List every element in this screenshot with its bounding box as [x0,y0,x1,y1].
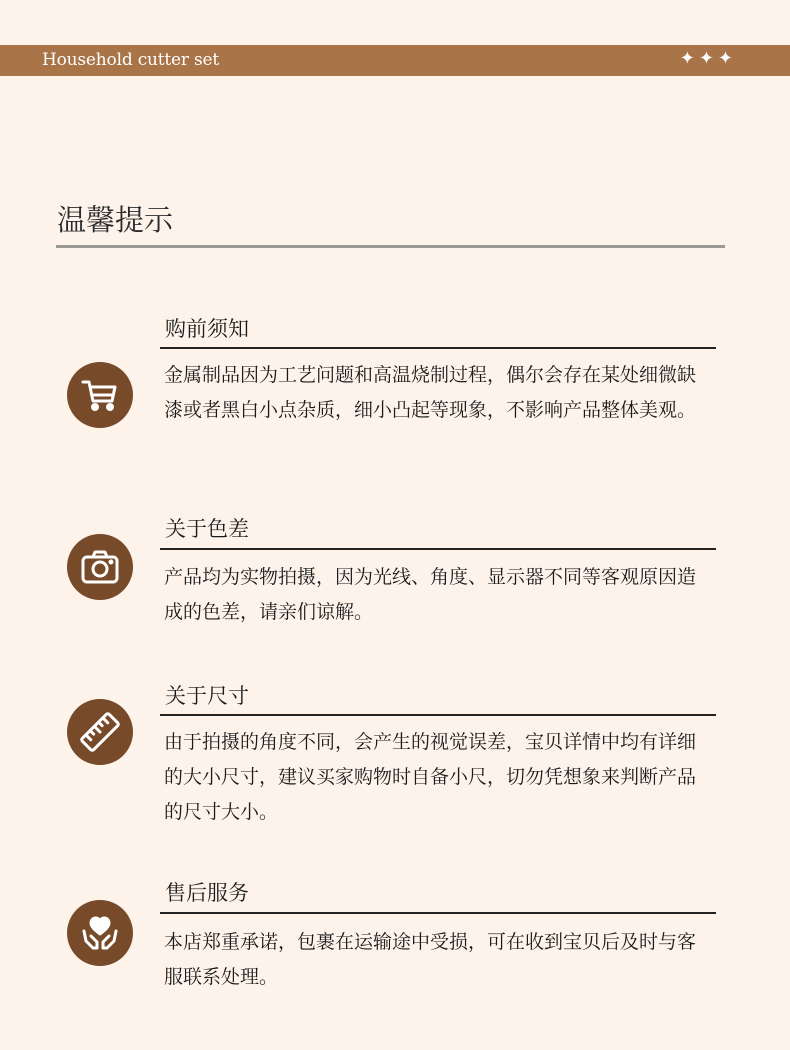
notice-body: 本店郑重承诺，包裹在运输途中受损，可在收到宝贝后及时与客服联系处理。 [164,931,697,988]
header-bar [0,45,790,76]
notice-divider [160,548,716,550]
notice-body: 金属制品因为工艺问题和高温烧制过程，偶尔会存在某处细微缺漆或者黑白小点杂质，细小凸起等现象，不影响产品整体美观。 [164,364,697,421]
notice-title: 关于色差 [165,517,249,541]
section-divider [56,245,725,248]
heart-hands-icon [67,900,133,966]
notice-divider [160,912,716,914]
camera-icon [67,534,133,600]
notice-body: 由于拍摄的角度不同，会产生的视觉误差，宝贝详情中均有详细的大小尺寸，建议买家购物时自备小尺，切勿凭想象来判断产品的尺寸大小。 [164,731,697,823]
sparkle-stars-icon: ✦✦✦ [679,48,737,69]
ruler-icon [67,699,133,765]
brand-title: Household cutter set [42,50,220,70]
section-title: 温馨提示 [57,203,174,237]
notice-divider [160,347,716,349]
notice-title: 关于尺寸 [165,684,249,708]
notice-divider [160,714,716,716]
notice-title: 售后服务 [165,881,249,905]
notice-body: 产品均为实物拍摄，因为光线、角度、显示器不同等客观原因造成的色差，请亲们谅解。 [164,566,697,623]
notice-title: 购前须知 [165,317,249,341]
shopping-cart-icon [67,362,133,428]
